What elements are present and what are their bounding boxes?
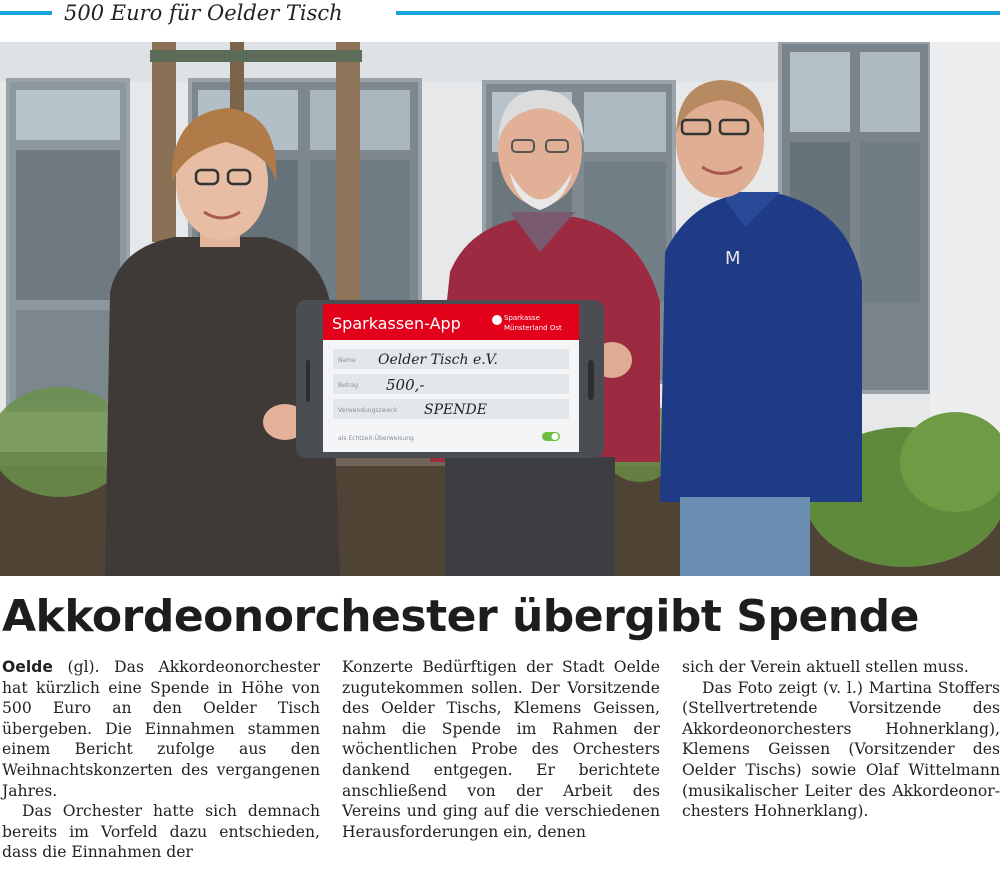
- article-paragraph: Das Foto zeigt (v. l.) Martina Stoffers (Stellvertretende Vorsitzende des Akkordeonorchesters Hohnerklang), Klemens Geissen (Vorsitzender des Oelder Tischs) sowie Olaf Wittelmann (musikalischer Leiter des Akkordeonorchesters Hohnerklang).: [682, 678, 1000, 821]
- kicker-rule-right: [396, 11, 1000, 15]
- article-column-3: [682, 657, 1000, 822]
- cheque-bank-line2: Münsterland Ost: [504, 324, 562, 332]
- article-paragraph: [2, 657, 320, 801]
- article-dateline: Oelde: [2, 658, 53, 676]
- article-headline: Akkordeonorchester übergibt Spende: [2, 591, 919, 642]
- cheque-value-purpose: SPENDE: [424, 402, 487, 418]
- sparkasse-logo-icon: [492, 315, 502, 325]
- photo-illustration: [0, 42, 1000, 576]
- article-column-2: [342, 657, 660, 842]
- cheque-value-name: Oelder Tisch e.V.: [378, 352, 498, 368]
- donation-cheque: [296, 300, 604, 458]
- article-text: (gl). Das Akkordeonorchester hat kürzlich eine Spende in Höhe von 500 Euro an den Oelder Tisch übergeben. Die Einnahmen stammen einem Bericht zufolge aus den Weihnachtskonzerten des vergangenen Jahres.: [2, 658, 320, 800]
- cheque-label-amount: Betrag: [338, 382, 359, 389]
- kicker-text: 500 Euro für Oelder Tisch: [64, 1, 343, 25]
- cheque-header: Sparkassen-App: [332, 314, 461, 333]
- cheque-label-purpose: Verwendungszweck: [338, 407, 398, 414]
- article-photo: [0, 42, 1000, 576]
- cheque-bank-line1: Sparkasse: [504, 314, 540, 322]
- kicker-rule-left: [0, 11, 52, 15]
- cheque-label-name: Name: [338, 357, 356, 364]
- article-column-1: [2, 657, 320, 863]
- cheque-footer: als Echtzeit-Überweisung: [338, 435, 414, 442]
- cheque-value-amount: 500,-: [386, 376, 425, 394]
- article-paragraph: sich der Verein aktuell stellen muss.: [682, 658, 969, 676]
- article-paragraph: Das Orchester hatte sich demnach bereits im Vorfeld dazu entschieden, dass die Einnahmen der: [2, 802, 320, 862]
- kicker-bar: [0, 0, 1000, 26]
- article-paragraph: Konzerte Bedürftigen der Stadt Oelde zugutekommen sollen. Der Vorsitzende des Oelder Tischs, Klemens Geissen, nahm die Spende im Rahmen der wöchentlichen Probe des Orchesters dankend entgegen. Er berichtete anschließend von der Arbeit des Vereins und ging auf die verschiedenen Herausforderungen ein, denen: [342, 658, 660, 841]
- svg-text:M: M: [725, 248, 741, 269]
